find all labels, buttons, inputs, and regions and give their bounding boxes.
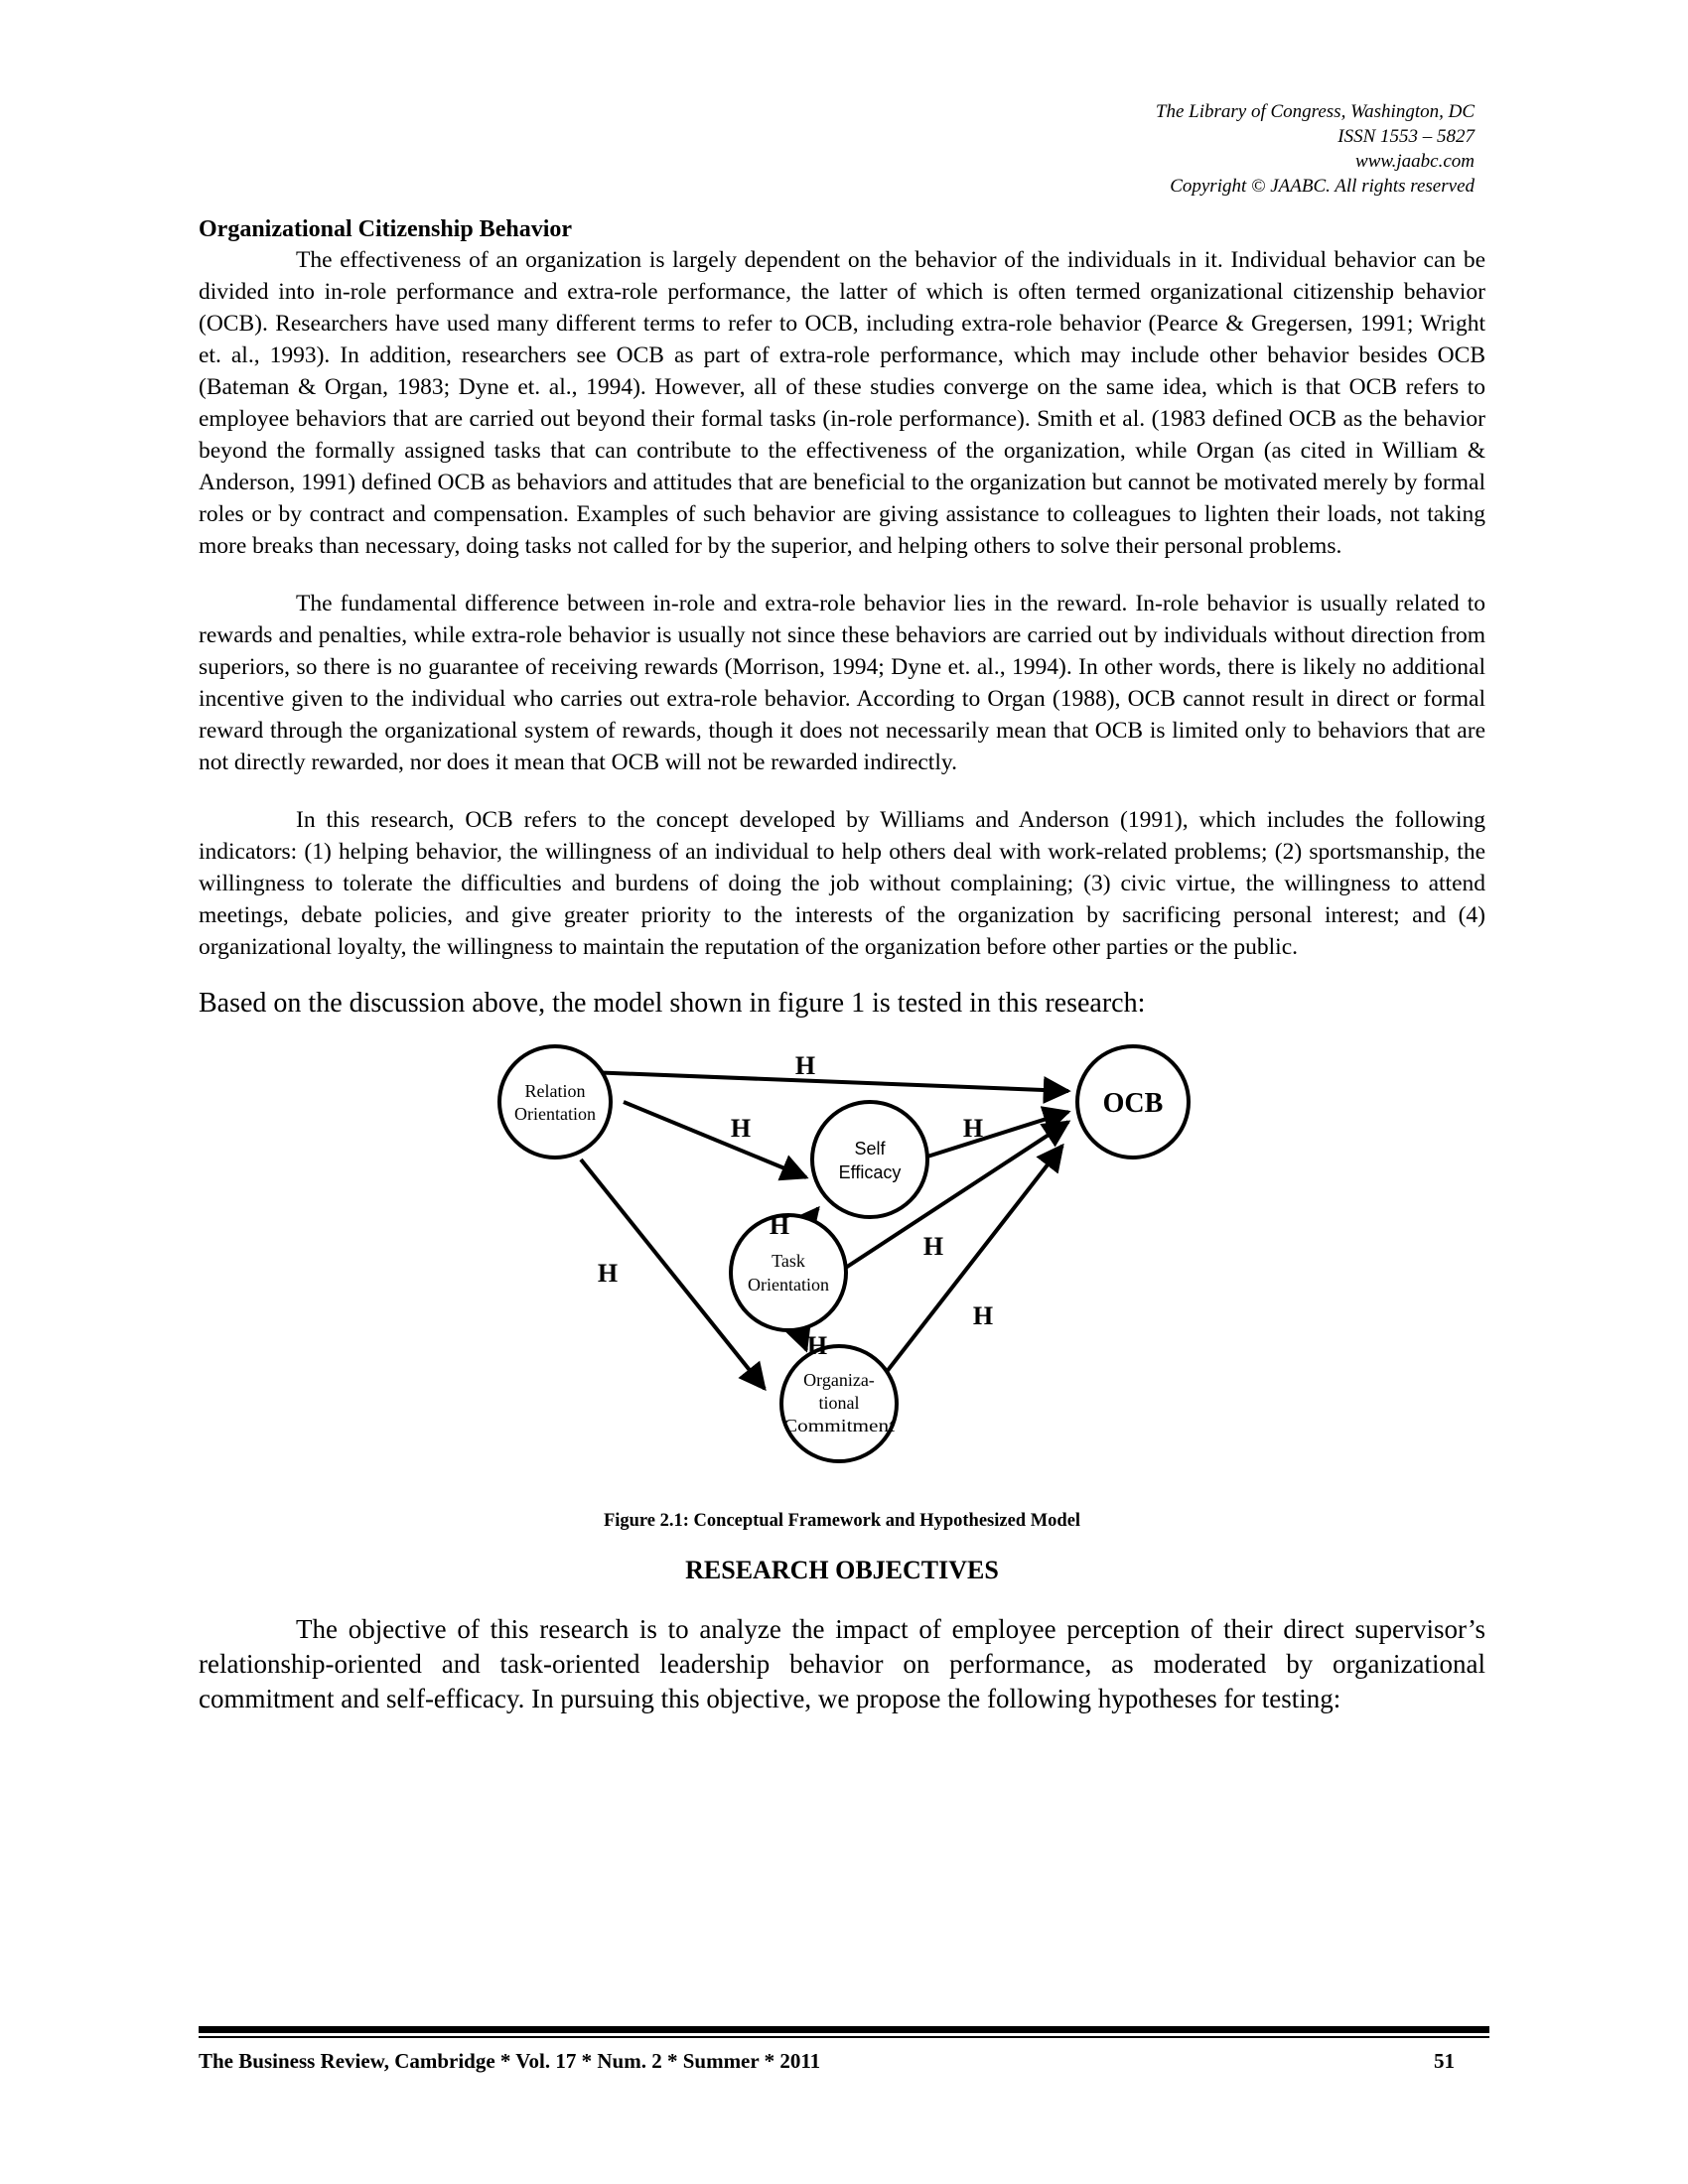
node-ocb-label: OCB — [1102, 1088, 1164, 1119]
node-task-label-1: Task — [772, 1251, 805, 1271]
node-org-label-1: Organiza- — [803, 1370, 875, 1390]
footer-rule-thick — [199, 2026, 1489, 2033]
figure-lead-sentence: Based on the discussion above, the model shown in figure 1 is tested in this research: — [199, 988, 1146, 1019]
node-self-label-1: Self — [854, 1139, 886, 1159]
node-relation-label-2: Orientation — [514, 1104, 596, 1124]
paragraph-ocb-indicators: In this research, OCB refers to the concept developed by Williams and Anderson (1991), which includes the following indicators: (1) helping behavior, the willingness of an individual to help others deal with work-related problems; (2) sportsmanship, the willingness to tolerate the difficulties and burdens of doing the job without complaining; (3) civic virtue, the willingness to attend meetings, debate policies, and give greater priority to the interests of the organization by sacrificing personal interest; and (4) organizational loyalty, the willingness to maintain the reputation of the organization before other parties or the public. — [199, 807, 1485, 960]
page-number: 51 — [1434, 2049, 1455, 2073]
header-website: www.jaabc.com — [1355, 151, 1475, 172]
edge-relation-to-self — [624, 1102, 806, 1177]
node-self-efficacy — [812, 1102, 927, 1217]
research-objectives-heading: RESEARCH OBJECTIVES — [685, 1556, 999, 1584]
node-relation-label-1: Relation — [524, 1081, 586, 1101]
node-org-label-3: Commitment — [783, 1416, 895, 1435]
edge-label-org-ocb: H — [972, 1301, 994, 1330]
node-ocb — [1077, 1046, 1189, 1158]
edge-label-task-org: H — [806, 1331, 828, 1360]
node-organizational-commitment — [781, 1346, 897, 1461]
footer-journal-citation: The Business Review, Cambridge * Vol. 17 * Num. 2 * Summer * 2011 — [199, 2049, 821, 2073]
edge-label-relation-ocb: H — [794, 1051, 816, 1080]
node-task-label-2: Orientation — [748, 1275, 829, 1295]
paragraph-ocb-definition: The effectiveness of an organization is largely dependent on the behavior of the individuals in it. Individual behavior can be divided into in-role performance and extra-role performance, the latter of which is often termed organizational citizenship behavior (OCB). Researchers have used many different terms to refer to OCB, including extra-role behavior (Pearce & Gregersen, 1991; Wright et. al., 1993). In addition, researchers see OCB as part of extra-role performance, which may include other behavior besides OCB (Bateman & Organ, 1983; Dyne et. al., 1994). However, all of these studies converge on the same idea, which is that OCB refers to employee behaviors that are carried out beyond their formal tasks (in-role performance). Smith et al. (1983 defined OCB as the behavior beyond the formally assigned tasks that can contribute to the effectiveness of the organization, while Organ (as cited in William & Anderson, 1991) defined OCB as behaviors and attitudes that are beneficial to the organization but cannot be motivated merely by formal roles or by contract and compensation. Examples of such behavior are giving assistance to colleagues to lighten their loads, not taking more breaks than necessary, doing tasks not called for by the superior, and helping others to solve their personal problems. — [199, 247, 1485, 559]
header-copyright: Copyright © JAABC. All rights reserved — [1170, 176, 1475, 197]
figure-caption: Figure 2.1: Conceptual Framework and Hypothesized Model — [603, 1511, 1081, 1531]
node-org-label-2: tional — [818, 1393, 860, 1413]
footer-rule-thin — [199, 2036, 1489, 2038]
edge-label-task-self: H — [769, 1211, 790, 1240]
edge-label-relation-org: H — [597, 1259, 619, 1288]
model-diagram — [199, 1036, 1485, 1503]
page-content — [199, 214, 1485, 1716]
edge-label-relation-self: H — [730, 1114, 752, 1143]
edge-label-task-ocb: H — [922, 1232, 944, 1261]
journal-header — [1156, 99, 1475, 199]
paragraph-research-objectives: The objective of this research is to analyze the impact of employee perception of their direct supervisor’s relationship-oriented and task-oriented leadership behavior on performance, as moderated by organizational commitment and self-efficacy. In pursuing this objective, we propose the following hypotheses for testing: — [199, 1614, 1485, 1713]
section-heading: Organizational Citizenship Behavior — [199, 216, 573, 242]
node-self-label-2: Efficacy — [838, 1162, 902, 1182]
node-relation-orientation — [499, 1046, 611, 1158]
edge-relation-to-ocb — [589, 1072, 1068, 1091]
edge-label-self-ocb: H — [962, 1114, 984, 1143]
figure-conceptual-model — [199, 1036, 1485, 1503]
header-issn: ISSN 1553 – 5827 — [1337, 126, 1475, 147]
paragraph-reward-difference: The fundamental difference between in-role and extra-role behavior lies in the reward. In-role behavior is usually related to rewards and penalties, while extra-role behavior is usually not since these behaviors are carried out by individuals without direction from superiors, so there is no guarantee of receiving rewards (Morrison, 1994; Dyne et. al., 1994). In other words, there is likely no additional incentive given to the individual who carries out extra-role behavior. According to Organ (1988), OCB cannot result in direct or formal reward through the organizational system of rewards, though it does not necessarily mean that OCB is limited only to behaviors that are not directly rewarded, nor does it mean that OCB will not be rewarded indirectly. — [199, 591, 1485, 775]
header-library: The Library of Congress, Washington, DC — [1155, 101, 1475, 122]
